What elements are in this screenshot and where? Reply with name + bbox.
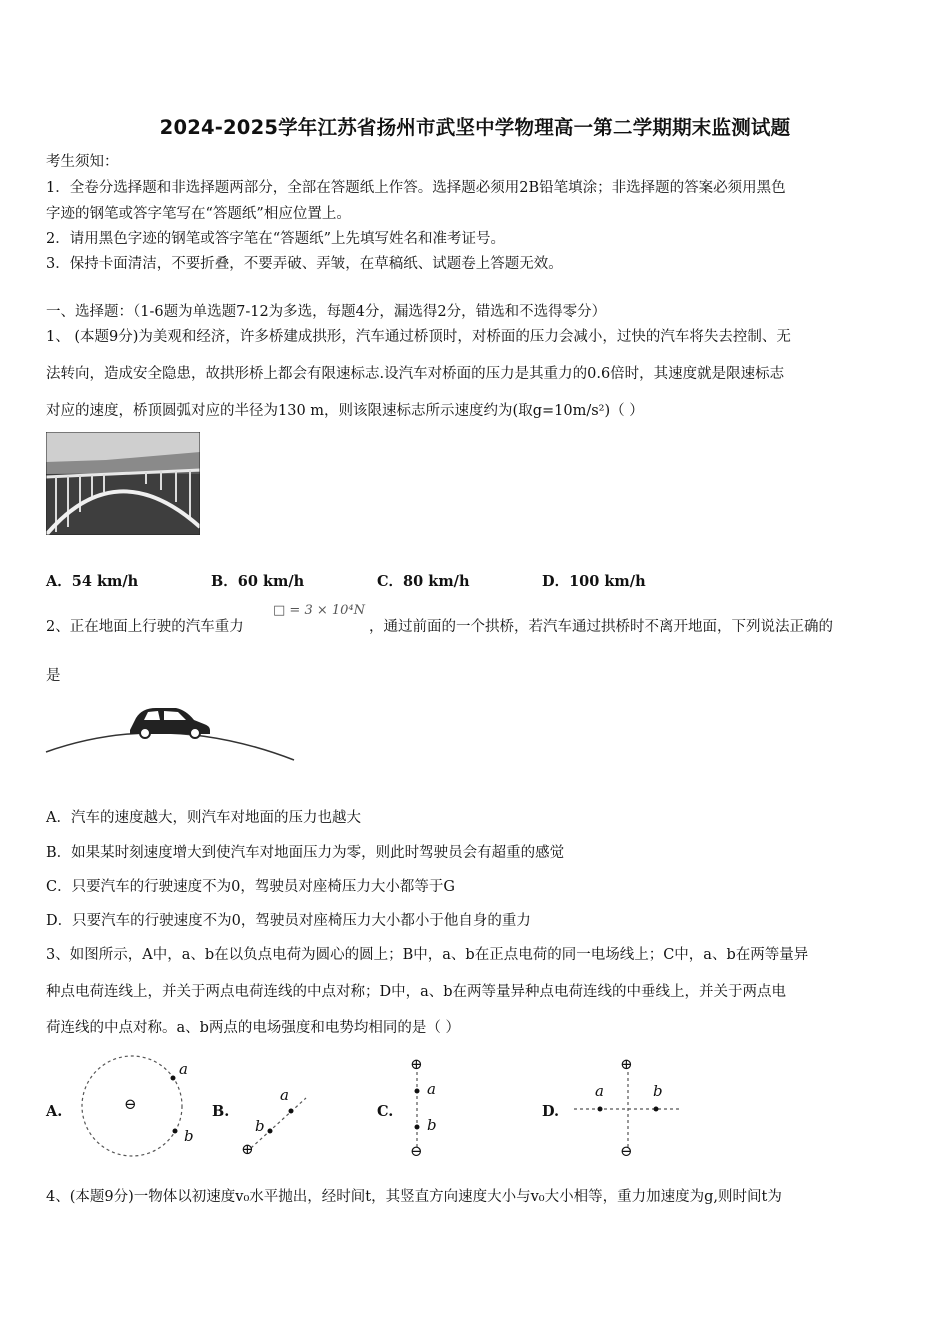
car-on-arch-figure (44, 700, 300, 766)
q1-option-c: C．80 km/h (377, 573, 470, 590)
neg-charge-icon: ⊖ (410, 1142, 423, 1160)
point-a-label: a (427, 1080, 436, 1098)
q3-line-3: 荷连线的中点对称。a、b两点的电场强度和电势均相同的是（ ） (46, 1020, 461, 1036)
q2-formula: □ = 3 × 10⁴N (273, 603, 365, 618)
point-a-label: a (595, 1082, 604, 1100)
neg-charge-icon: ⊖ (620, 1142, 633, 1160)
q1-option-b: B．60 km/h (211, 573, 305, 590)
point-b-label: b (255, 1117, 265, 1135)
q2-option-a: A．汽车的速度越大，则汽车对地面的压力也越大 (46, 810, 361, 826)
q3-label-c: C. (377, 1103, 394, 1120)
q1-line-2: 法转向，造成安全隐患，故拱形桥上都会有限速标志.设汽车对桥面的压力是其重力的0.6倍时，其速度就是限速标志 (46, 366, 785, 382)
page-title: 2024-2025学年江苏省扬州市武坚中学物理高一第二学期期末监测试题 (159, 116, 791, 139)
point-a-label: a (280, 1086, 289, 1104)
q2-line-1b: ，通过前面的一个拱桥，若汽车通过拱桥时不离开地面，下列说法正确的 (369, 619, 833, 635)
point-b-label: b (184, 1127, 194, 1145)
bridge-photo (46, 432, 200, 535)
q3-line-1: 3、如图所示，A中，a、b在以负点电荷为圆心的圆上；B中，a、b在正点电荷的同一电场线上；C中，a、b在两等量异 (46, 947, 809, 963)
notice-item-1: 1．全卷分选择题和非选择题两部分，全部在答题纸上作答。选择题必须用2B铅笔填涂；非选择题的答案必须用黑色 (46, 180, 786, 196)
q2-option-b: B．如果某时刻速度增大到使汽车对地面压力为零，则此时驾驶员会有超重的感觉 (46, 845, 565, 861)
pos-charge-icon: ⊕ (241, 1140, 254, 1158)
q1-line-3: 对应的速度，桥顶圆弧对应的半径为130 m，则该限速标志所示速度约为(取g=10m/s²)（ ） (46, 403, 644, 419)
pos-charge-icon: ⊕ (410, 1055, 423, 1073)
q2-line-1a: 2、正在地面上行驶的汽车重力 (46, 619, 244, 635)
notice-item-1-cont: 字迹的钢笔或答字笔写在“答题纸”相应位置上。 (46, 206, 351, 222)
q2-option-d: D．只要汽车的行驶速度不为0，驾驶员对座椅压力大小都小于他自身的重力 (46, 913, 531, 929)
q3-label-d: D. (542, 1103, 560, 1120)
point-a-label: a (179, 1060, 188, 1078)
pos-charge-icon: ⊕ (620, 1055, 633, 1073)
neg-charge-icon: ⊖ (124, 1095, 137, 1113)
q3-label-b: B. (212, 1103, 230, 1120)
q3-line-2: 种点电荷连线上，并关于两点电荷连线的中点对称；D中，a、b在两等量异种点电荷连线的中垂线上，并关于两点电 (46, 984, 787, 1000)
notice-heading: 考生须知： (46, 154, 119, 170)
notice-item-2: 2．请用黑色字迹的钢笔或答字笔在“答题纸”上先填写姓名和准考证号。 (46, 231, 506, 247)
section-heading: 一、选择题：（1-6题为单选题7-12为多选，每题4分，漏选得2分，错选和不选得零分） (46, 304, 607, 320)
q2-option-c: C．只要汽车的行驶速度不为0，驾驶员对座椅压力大小都等于G (46, 879, 455, 895)
q1-option-d: D．100 km/h (542, 573, 646, 590)
q2-line-2: 是 (46, 668, 61, 684)
q1-option-a: A．54 km/h (46, 573, 139, 590)
q4-line-1: 4、(本题9分)一物体以初速度v₀水平抛出，经时间t，其竖直方向速度大小与v₀大小相等，重力加速度为g,则时间t为 (46, 1189, 782, 1205)
q3-label-a: A. (46, 1103, 63, 1120)
point-b-label: b (427, 1116, 437, 1134)
point-b-label: b (653, 1082, 663, 1100)
q1-line-1: 1、 (本题9分)为美观和经济，许多桥建成拱形，汽车通过桥顶时，对桥面的压力会减小，过快的汽车将失去控制、无 (46, 329, 791, 345)
notice-item-3: 3．保持卡面清洁，不要折叠，不要弄破、弄皱，在草稿纸、试题卷上答题无效。 (46, 256, 563, 272)
